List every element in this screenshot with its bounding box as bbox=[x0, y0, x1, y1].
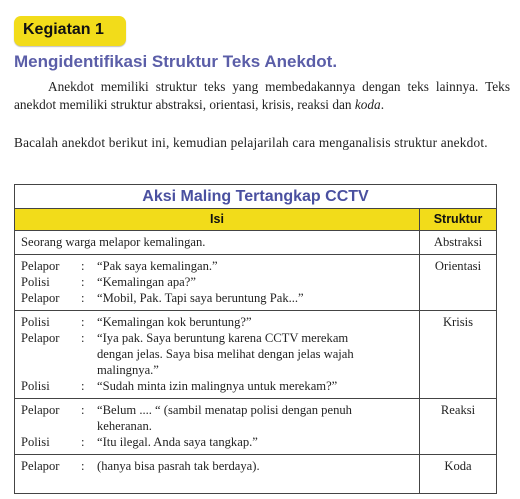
utterance-text: malingnya.” bbox=[97, 363, 159, 377]
utterance-text: (hanya bisa pasrah tak berdaya). bbox=[97, 459, 260, 473]
speaker-colon: : bbox=[81, 331, 85, 345]
section-heading: Mengidentifikasi Struktur Teks Anekdot. bbox=[14, 52, 338, 71]
structure-label: Krisis bbox=[442, 315, 474, 329]
intro-period: . bbox=[380, 97, 385, 112]
row-divider bbox=[15, 398, 496, 399]
speaker-colon: : bbox=[81, 459, 85, 473]
utterance-text: “Belum .... “ (sambil menatap polisi dengan penuh bbox=[97, 403, 352, 417]
activity-badge bbox=[14, 16, 126, 46]
speaker-label: Pelapor bbox=[21, 291, 60, 305]
intro-italic-word: koda bbox=[354, 97, 381, 112]
table-title: Aksi Maling Tertangkap CCTV bbox=[142, 188, 369, 205]
column-header-isi: Isi bbox=[15, 209, 419, 230]
structure-label: Koda bbox=[444, 459, 472, 473]
utterance-text: dengan jelas. Saya bisa melihat dengan jelas wajah bbox=[97, 347, 354, 361]
intro-paragraph bbox=[14, 78, 510, 114]
utterance-text: “Sudah minta izin malingnya untuk merekam?” bbox=[97, 379, 338, 393]
utterance-text: “Mobil, Pak. Tapi saya beruntung Pak...” bbox=[97, 291, 304, 305]
speaker-colon: : bbox=[81, 379, 85, 393]
speaker-label: Polisi bbox=[21, 379, 50, 393]
speaker-label: Pelapor bbox=[21, 459, 60, 473]
column-header-struktur: Struktur bbox=[420, 209, 496, 230]
speaker-colon: : bbox=[81, 275, 85, 289]
speaker-label: Pelapor bbox=[21, 403, 60, 417]
speaker-label: Polisi bbox=[21, 275, 50, 289]
structure-label: Orientasi bbox=[434, 259, 482, 273]
speaker-colon: : bbox=[81, 315, 85, 329]
speaker-label: Polisi bbox=[21, 315, 50, 329]
row-divider bbox=[15, 310, 496, 311]
row-divider bbox=[15, 254, 496, 255]
speaker-label: Polisi bbox=[21, 435, 50, 449]
utterance-text: Seorang warga melapor kemalingan. bbox=[21, 235, 206, 249]
intro-line-2: Teks anekdot memiliki struktur abstraksi, orientasi, krisis, reaksi dan bbox=[14, 79, 510, 112]
column-divider bbox=[419, 209, 420, 493]
speaker-label: Pelapor bbox=[21, 331, 60, 345]
speaker-colon: : bbox=[81, 259, 85, 273]
header-bottom-divider bbox=[15, 230, 496, 231]
utterance-text: “Itu ilegal. Anda saya tangkap.” bbox=[97, 435, 258, 449]
speaker-colon: : bbox=[81, 403, 85, 417]
utterance-text: “Kemalingan kok beruntung?” bbox=[97, 315, 252, 329]
structure-label: Reaksi bbox=[440, 403, 476, 417]
utterance-text: “Pak saya kemalingan.” bbox=[97, 259, 218, 273]
speaker-colon: : bbox=[81, 291, 85, 305]
activity-badge-label: Kegiatan 1 bbox=[23, 21, 104, 38]
utterance-text: “Kemalingan apa?” bbox=[97, 275, 196, 289]
utterance-text: “Iya pak. Saya beruntung karena CCTV merekam bbox=[97, 331, 349, 345]
utterance-text: keheranan. bbox=[97, 419, 152, 433]
speaker-colon: : bbox=[81, 435, 85, 449]
instruction-paragraph: Bacalah anekdot berikut ini, kemudian pelajarilah cara menganalisis struktur anekdot. bbox=[14, 135, 488, 150]
structure-label: Abstraksi bbox=[433, 235, 483, 249]
anecdote-table bbox=[14, 184, 497, 494]
speaker-label: Pelapor bbox=[21, 259, 60, 273]
intro-line-1: Anekdot memiliki struktur teks yang membedakannya dengan teks lainnya. bbox=[48, 79, 479, 94]
row-divider bbox=[15, 454, 496, 455]
